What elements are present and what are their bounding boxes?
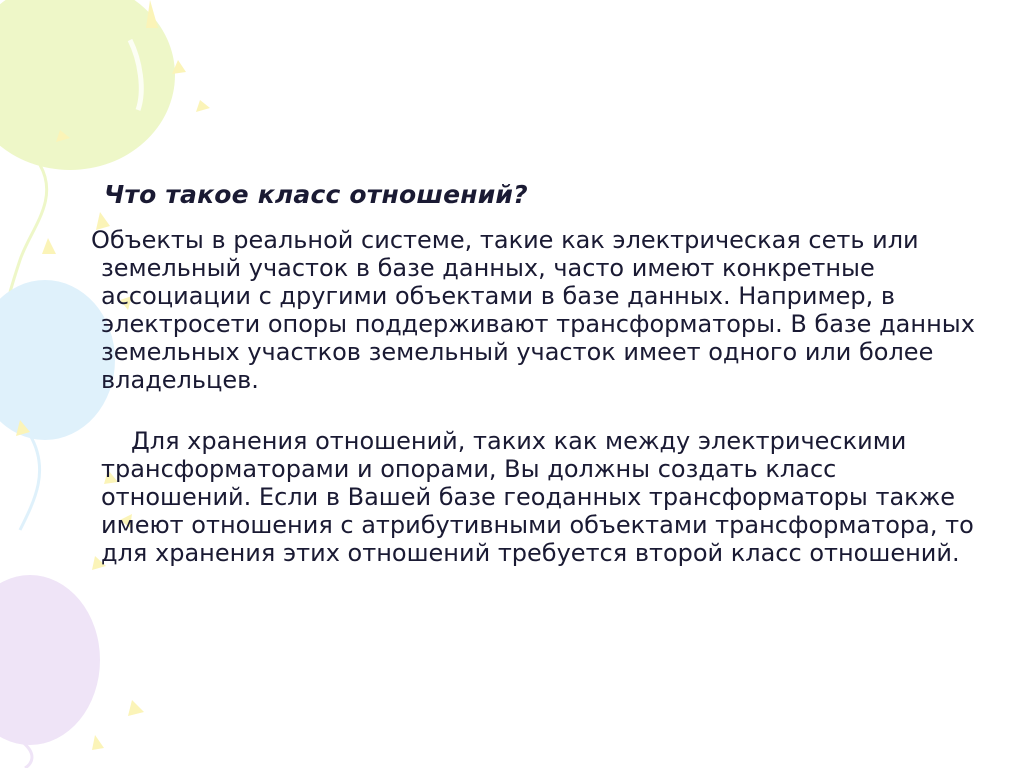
purple-balloon-icon [0, 575, 100, 768]
blue-balloon-icon [0, 280, 115, 530]
paragraph-objects: Объекты в реальной системе, такие как электрическая сеть или земельный участок в базе данных, часто имеют конкретные ассоциации с другими объектами в базе данных. Например, в электросети опоры поддерживают трансформаторы. В базе данных земельных участков земельный участок имеет одного или более владельцев. [91, 226, 975, 394]
paragraph-relationships: Для хранения отношений, таких как между электрическими трансформаторами и опорами, Вы должны создать класс отношений. Если в Вашей базе геоданных трансформаторы также имеют отношения с атрибутивными объектами трансформатора, то для хранения этих отношений требуется второй класс отношений. [101, 427, 974, 567]
slide-body [91, 226, 981, 600]
slide-title: Что такое класс отношений? [104, 180, 528, 209]
